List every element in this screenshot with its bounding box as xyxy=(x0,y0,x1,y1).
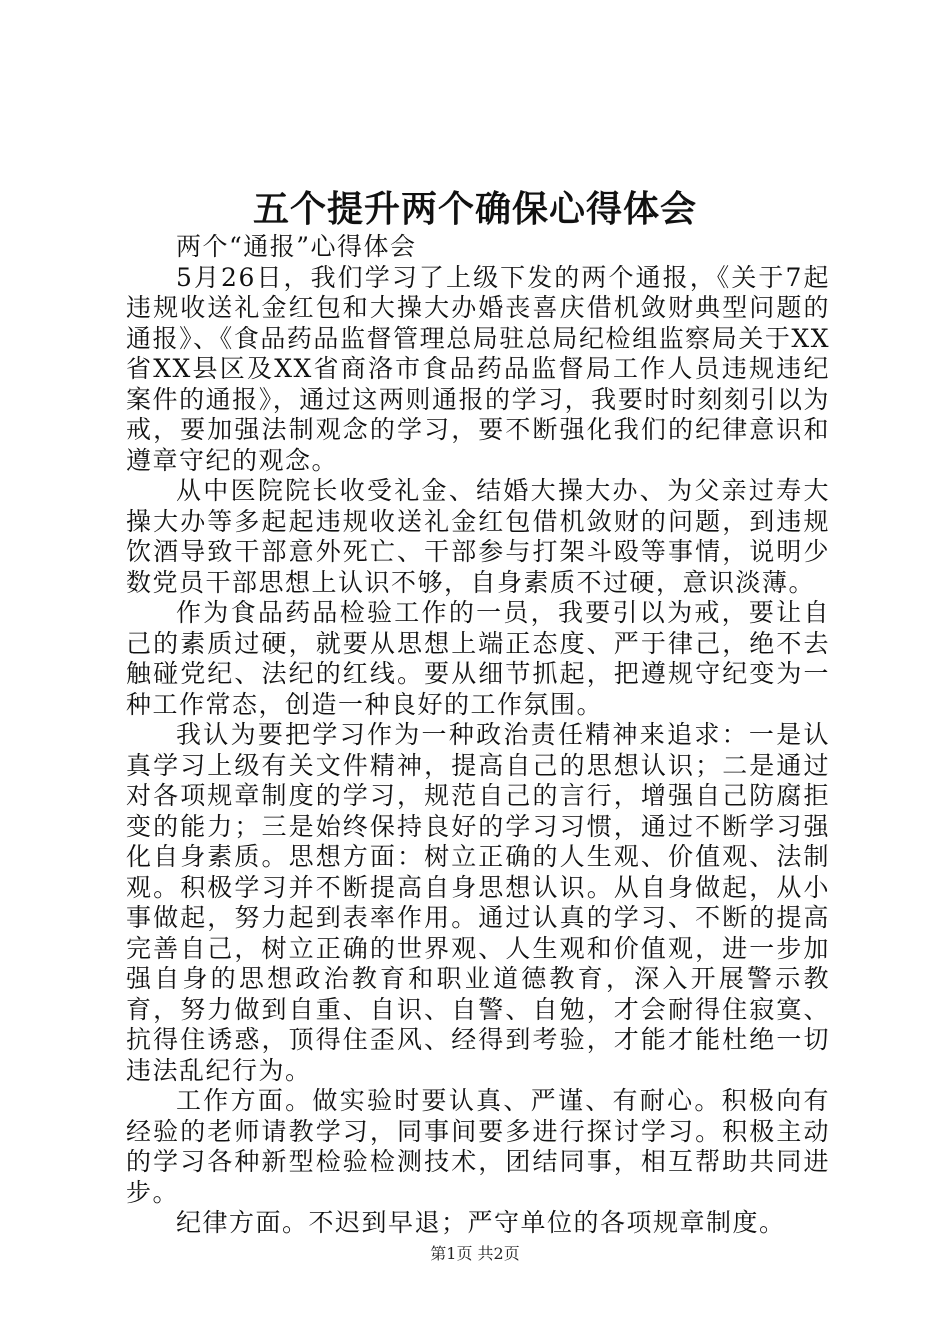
paragraph: 从中医院院长收受礼金、结婚大操大办、为父亲过寿大操大办等多起起违规收送礼金红包借机敛财的问题，到违规饮酒导致干部意外死亡、干部参与打架斗殴等事情，说明少数党员干部思想上认识不够，自身素质不过硬，意识淡薄。 xyxy=(126,476,830,597)
document-body xyxy=(126,232,830,1239)
paragraph: 工作方面。做实验时要认真、严谨、有耐心。积极向有经验的老师请教学习，同事间要多进行探讨学习。积极主动的学习各种新型检验检测技术，团结同事，相互帮助共同进步。 xyxy=(126,1086,830,1207)
paragraph: 我认为要把学习作为一种政治责任精神来追求：一是认真学习上级有关文件精神，提高自己的思想认识；二是通过对各项规章制度的学习，规范自己的言行，增强自己防腐拒变的能力；三是始终保持良好的学习习惯，通过不断学习强化自身素质。思想方面：树立正确的人生观、价值观、法制观。积极学习并不断提高自身思想认识。从自身做起，从小事做起，努力起到表率作用。通过认真的学习、不断的提高完善自己，树立正确的世界观、人生观和价值观，进一步加强自身的思想政治教育和职业道德教育，深入开展警示教育，努力做到自重、自识、自警、自勉，才会耐得住寂寞、抗得住诱惑，顶得住歪风、经得到考验，才能才能杜绝一切违法乱纪行为。 xyxy=(126,720,830,1085)
paragraph-subtitle: 两个“通报”心得体会 xyxy=(176,232,417,261)
paragraph: 作为食品药品检验工作的一员，我要引以为戒，要让自己的素质过硬，就要从思想上端正态度、严于律己，绝不去触碰党纪、法纪的红线。要从细节抓起，把遵规守纪变为一种工作常态，创造一种良好的工作氛围。 xyxy=(126,598,830,719)
paragraph: 纪律方面。不迟到早退；严守单位的各项规章制度。 xyxy=(176,1208,786,1237)
document-title: 五个提升两个确保心得体会 xyxy=(252,188,697,230)
page-footer: 第1页 共2页 xyxy=(430,1244,520,1263)
paragraph: 5月26日，我们学习了上级下发的两个通报，《关于7起违规收送礼金红包和大操大办婚丧喜庆借机敛财典型问题的通报》、《食品药品监督管理总局驻总局纪检组监察局关于XX省XX县区及XX省商洛市食品药品监督局工作人员违规违纪案件的通报》，通过这两则通报的学习，我要时时刻刻引以为戒，要加强法制观念的学习，要不断强化我们的纪律意识和遵章守纪的观念。 xyxy=(126,262,830,475)
